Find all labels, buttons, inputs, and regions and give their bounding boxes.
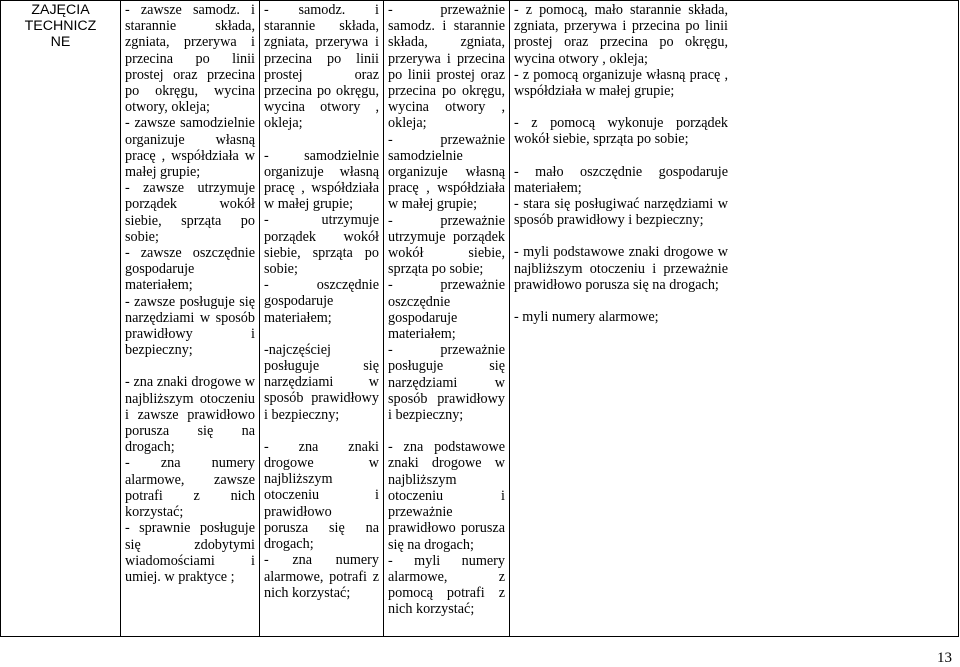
criterion-item: - zawsze posługuje się narzędziami w sposób prawidłowy i bezpieczny; — [125, 293, 255, 359]
criterion-item: - mało oszczędnie gospodaruje materiałem; — [514, 163, 728, 196]
subject-line-2: TECHNICZ — [24, 18, 97, 35]
spacer — [264, 326, 379, 342]
criterion-item: - zna numery alarmowe, zawsze potrafi z nich korzystać; — [125, 455, 255, 521]
subject-line-1: ZAJĘCIA — [31, 2, 90, 18]
spacer — [514, 148, 728, 164]
criterion-item: - przeważnie utrzymuje porządek wokół siebie, sprząta po sobie; — [388, 212, 505, 278]
criterion-item: -najczęściej posługuje się narzędziami w sposób prawidłowy i bezpieczny; — [264, 341, 379, 423]
criterion-item: - z pomocą, mało starannie składa, zgniata, przerywa i przecina po linii prostej oraz przecina po okręgu, wycina otwory , okleja; — [514, 2, 728, 67]
criterion-item: - przeważnie samodzielnie organizuje własną pracę , współdziała w małej grupie; — [388, 131, 505, 213]
criterion-item: - myli podstawowe znaki drogowe w najbliższym otoczeniu i przeważnie prawidłowo porusza się na drogach; — [514, 244, 728, 293]
subject-cell — [1, 1, 121, 637]
criterion-item: - z pomocą organizuje własną pracę , współdziała w małej grupie; — [514, 66, 728, 100]
criterion-item: - myli numery alarmowe; — [514, 309, 659, 326]
criteria-column-3 — [384, 1, 510, 637]
criterion-item: - zna znaki drogowe w najbliższym otoczeniu i zawsze prawidłowo porusza się na drogach; — [125, 374, 255, 456]
criterion-item: - sprawnie posługuje się zdobytymi wiadomościami i umiej. w praktyce ; — [125, 520, 255, 585]
criterion-item: - zawsze samodzielnie organizuje własną pracę , współdziała w małej grupie; — [125, 115, 255, 181]
criteria-column-2 — [260, 1, 384, 637]
criterion-item: - oszczędnie gospodaruje materiałem; — [264, 277, 379, 326]
criterion-item: - zna numery alarmowe, potrafi z nich korzystać; — [264, 552, 379, 601]
spacer — [125, 358, 255, 374]
criterion-item: - samodz. i starannie składa, zgniata, przerywa i przecina po linii prostej oraz przecina po okręgu, wycina otwory , okleja; — [264, 2, 379, 132]
spacer — [514, 99, 728, 115]
criterion-item: - zna podstawowe znaki drogowe w najbliższym otoczeniu i przeważnie prawidłowo porusza się na drogach; — [388, 439, 505, 553]
page-number: 13 — [937, 650, 952, 666]
criterion-item: - zna znaki drogowe w najbliższym otoczeniu i prawidłowo porusza się na drogach; — [264, 438, 379, 553]
criterion-item: - utrzymuje porządek wokół siebie, sprząta po sobie; — [264, 212, 379, 278]
table-row — [1, 1, 959, 637]
criterion-item: - myli numery alarmowe, z pomocą potrafi z nich korzystać; — [388, 552, 505, 618]
criterion-item: - samodzielnie organizuje własną pracę , współdziała w małej grupie; — [264, 147, 379, 213]
spacer — [264, 423, 379, 439]
criterion-item: - zawsze utrzymuje porządek wokół siebie, sprząta po sobie; — [125, 180, 255, 245]
criterion-item: - zawsze samodz. i starannie składa, zgniata, przerywa i przecina po linii prostej oraz przecina po okręgu, wycina otwory, okleja; — [125, 2, 255, 116]
criterion-item: - stara się posługiwać narzędziami w sposób prawidłowy i bezpieczny; — [514, 196, 728, 229]
criterion-item: - zawsze oszczędnie gospodaruje materiałem; — [125, 245, 255, 294]
criteria-column-1 — [121, 1, 260, 637]
criteria-column-4 — [510, 1, 959, 637]
criterion-item: - przeważnie samodz. i starannie składa, zgniata, przerywa i przecina po linii prostej oraz przecina po okręgu, wycina otwory , okleja; — [388, 2, 505, 132]
spacer — [388, 423, 505, 439]
criterion-item: - przeważnie posługuje się narzędziami w sposób prawidłowy i bezpieczny; — [388, 342, 505, 424]
spacer — [264, 132, 379, 148]
spacer — [514, 293, 728, 309]
subject-line-3: NE — [50, 34, 71, 51]
spacer — [514, 228, 728, 244]
criterion-item: - przeważnie oszczędnie gospodaruje materiałem; — [388, 277, 505, 343]
criterion-item: - z pomocą wykonuje porządek wokół siebie, sprząta po sobie; — [514, 115, 728, 148]
